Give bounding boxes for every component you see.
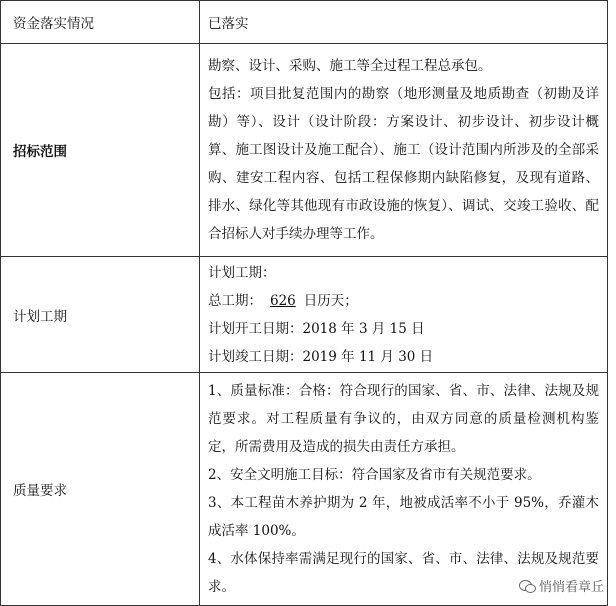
table-row bbox=[1, 373, 608, 606]
paragraph: 2、安全文明施工目标：符合国家及省市有关规范要求。 bbox=[208, 467, 541, 483]
table-row bbox=[1, 1, 608, 44]
watermark bbox=[519, 576, 604, 595]
row-value: 已落实 bbox=[200, 1, 608, 44]
wechat-icon bbox=[519, 579, 535, 593]
row-label: 计划工期 bbox=[1, 257, 200, 373]
total-days: 626 bbox=[270, 292, 296, 309]
paragraph: 3、本工程苗木养护期为 2 年，地被成活率不小于 95%，乔灌木成活率 100%。 bbox=[208, 495, 599, 539]
paragraph: 1、质量标准：合格：符合现行的国家、省、市、法律、法规及规范要求。对工程质量有争议的，由双方同意的质量检测机构鉴定，所需费用及造成的损失由责任方承担。 bbox=[208, 383, 599, 455]
row-value bbox=[200, 373, 608, 606]
paragraph: 勘察、设计、采购、施工等全过程工程总承包。 bbox=[208, 58, 492, 74]
paragraph: 包括：项目批复范围内的勘察（地形测量及地质勘查（初勘及详勘）等）、设计（设计阶段：方案设计、初步设计、初步设计概算、施工图设计及施工配合）、施工（设计范围内所涉及的全部采购、建安工程内容、包括工程保修期内缺陷修复，及现有道路、排水、绿化等其他现有市政设施的恢复）、调试、交竣工验收、配合招标人对手续办理等工作。 bbox=[208, 86, 599, 242]
schedule-heading: 计划工期： bbox=[208, 264, 276, 281]
row-label: 招标范围 bbox=[1, 44, 200, 257]
table-row bbox=[1, 257, 608, 373]
paragraph: 4、水体保持率需满足现行的国家、省、市、法律、法规及规范要求。 bbox=[208, 551, 599, 595]
row-value bbox=[200, 257, 608, 373]
row-value bbox=[200, 44, 608, 257]
total-duration: 总工期： 626 日历天； bbox=[208, 292, 358, 309]
row-label: 质量要求 bbox=[1, 373, 200, 606]
watermark-text: 悄悄看章丘 bbox=[538, 580, 604, 595]
start-date: 计划开工日期：2018 年 3 月 15 日 bbox=[208, 320, 425, 337]
end-date: 计划竣工日期：2019 年 11 月 30 日 bbox=[208, 348, 434, 365]
table-row bbox=[1, 44, 608, 257]
row-label: 资金落实情况 bbox=[1, 1, 200, 44]
